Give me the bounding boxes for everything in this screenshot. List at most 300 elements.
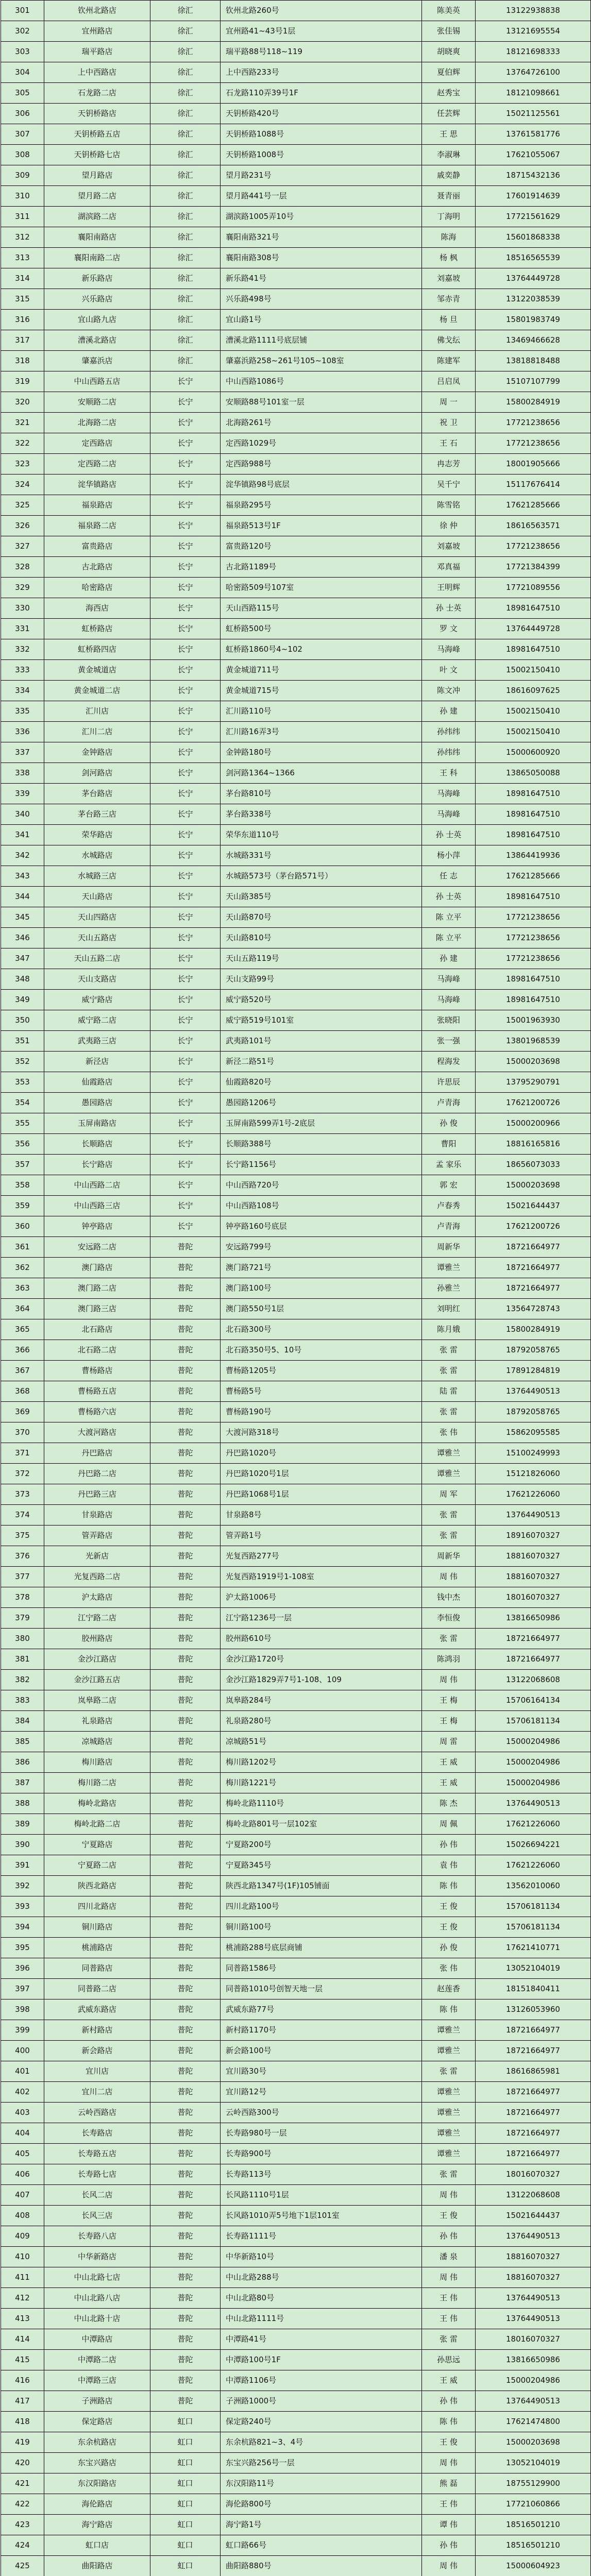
district-cell: 长宁: [150, 578, 221, 598]
district-cell: 普陀: [150, 1752, 221, 1773]
table-row: [1, 1608, 591, 1629]
store-number-cell: 319: [1, 371, 44, 392]
phone-cell: 13801968539: [476, 1031, 591, 1052]
store-number-cell: 399: [1, 2020, 44, 2041]
phone-cell: 17621055067: [476, 145, 591, 165]
address-cell: 富贵路120号: [221, 536, 422, 557]
phone-cell: 18981647510: [476, 639, 591, 660]
address-cell: 澳门路550号1层: [221, 1299, 422, 1319]
manager-cell: 刘嘉坡: [422, 536, 476, 557]
district-cell: 长宁: [150, 433, 221, 454]
address-cell: 北石路300号: [221, 1319, 422, 1340]
address-cell: 襄阳南路321号: [221, 227, 422, 248]
table-row: [1, 2041, 591, 2061]
district-cell: 长宁: [150, 825, 221, 845]
table-row: [1, 1711, 591, 1732]
phone-cell: 13764449728: [476, 619, 591, 639]
address-cell: 澳门路721号: [221, 1258, 422, 1278]
manager-cell: 陈鸿羽: [422, 1649, 476, 1670]
manager-cell: 周 佩: [422, 1814, 476, 1835]
address-cell: 新会路100号: [221, 2041, 422, 2061]
phone-cell: 15800284919: [476, 392, 591, 413]
phone-cell: 18981647510: [476, 804, 591, 825]
phone-cell: 18792058765: [476, 1402, 591, 1422]
phone-cell: 18816070327: [476, 1567, 591, 1587]
phone-cell: 15026694221: [476, 1835, 591, 1855]
phone-cell: 17621226060: [476, 1484, 591, 1505]
table-row: [1, 392, 591, 413]
store-name-cell: 澳门路店: [44, 1258, 150, 1278]
store-name-cell: 钟亭路店: [44, 1216, 150, 1237]
table-row: [1, 62, 591, 83]
district-cell: 普陀: [150, 2247, 221, 2267]
address-cell: 茅台路338号: [221, 804, 422, 825]
store-number-cell: 331: [1, 619, 44, 639]
district-cell: 普陀: [150, 1958, 221, 1979]
phone-cell: 18616865981: [476, 2061, 591, 2082]
district-cell: 普陀: [150, 1299, 221, 1319]
store-name-cell: 海宁路店: [44, 2515, 150, 2535]
store-table: [1, 0, 590, 2576]
table-row: [1, 227, 591, 248]
phone-cell: 13816650986: [476, 2350, 591, 2370]
table-row: [1, 2206, 591, 2226]
address-cell: 曹杨路5号: [221, 1381, 422, 1402]
store-name-cell: 天山五路店: [44, 928, 150, 948]
store-number-cell: 332: [1, 639, 44, 660]
table-row: [1, 2061, 591, 2082]
manager-cell: 孙 伟: [422, 2535, 476, 2556]
address-cell: 黄金城道711号: [221, 660, 422, 681]
store-number-cell: 338: [1, 763, 44, 784]
district-cell: 徐汇: [150, 21, 221, 42]
phone-cell: 17621285666: [476, 866, 591, 887]
manager-cell: 张佳锡: [422, 21, 476, 42]
store-number-cell: 421: [1, 2473, 44, 2494]
manager-cell: 王 威: [422, 2370, 476, 2391]
district-cell: 长宁: [150, 701, 221, 722]
address-cell: 石龙路110弄39号1F: [221, 83, 422, 104]
table-row: [1, 1319, 591, 1340]
district-cell: 虹口: [150, 2412, 221, 2432]
table-row: [1, 1567, 591, 1587]
manager-cell: 徐 仲: [422, 516, 476, 536]
phone-cell: 18755129900: [476, 2473, 591, 2494]
address-cell: 中潭路1106号: [221, 2370, 422, 2391]
store-number-cell: 367: [1, 1361, 44, 1381]
table-row: [1, 2329, 591, 2350]
store-number-cell: 411: [1, 2267, 44, 2288]
store-name-cell: 丹巴路三店: [44, 1484, 150, 1505]
table-row: [1, 289, 591, 310]
address-cell: 子洲路1000号: [221, 2391, 422, 2412]
address-cell: 兴乐路498号: [221, 289, 422, 310]
store-number-cell: 356: [1, 1134, 44, 1155]
phone-cell: 17621200726: [476, 1216, 591, 1237]
manager-cell: 孙思远: [422, 2350, 476, 2370]
store-name-cell: 中潭路三店: [44, 2370, 150, 2391]
store-number-cell: 354: [1, 1093, 44, 1113]
manager-cell: 程海发: [422, 1052, 476, 1072]
store-number-cell: 329: [1, 578, 44, 598]
address-cell: 玉屏南路599弄1号-2底层: [221, 1113, 422, 1134]
store-number-cell: 305: [1, 83, 44, 104]
manager-cell: 孙 建: [422, 701, 476, 722]
manager-cell: 邹赤青: [422, 289, 476, 310]
phone-cell: 17721384399: [476, 557, 591, 578]
district-cell: 长宁: [150, 1113, 221, 1134]
district-cell: 普陀: [150, 1711, 221, 1732]
address-cell: 岚皋路284号: [221, 1690, 422, 1711]
table-row: [1, 660, 591, 681]
phone-cell: 13122038539: [476, 289, 591, 310]
manager-cell: 陈雪铭: [422, 495, 476, 516]
district-cell: 普陀: [150, 1835, 221, 1855]
phone-cell: 13052104019: [476, 2453, 591, 2473]
phone-cell: 15000204986: [476, 2370, 591, 2391]
district-cell: 徐汇: [150, 248, 221, 268]
store-name-cell: 安顺路二店: [44, 392, 150, 413]
manager-cell: 王 伟: [422, 2309, 476, 2329]
district-cell: 普陀: [150, 1361, 221, 1381]
store-name-cell: 宁夏路店: [44, 1835, 150, 1855]
store-name-cell: 光新店: [44, 1546, 150, 1567]
address-cell: 中山北路1111号: [221, 2309, 422, 2329]
district-cell: 长宁: [150, 557, 221, 578]
store-number-cell: 317: [1, 330, 44, 351]
store-number-cell: 382: [1, 1670, 44, 1690]
manager-cell: 张一强: [422, 1031, 476, 1052]
table-row: [1, 2247, 591, 2267]
manager-cell: 张 雷: [422, 1505, 476, 1526]
manager-cell: 张 雷: [422, 1402, 476, 1422]
table-row: [1, 1896, 591, 1917]
district-cell: 徐汇: [150, 186, 221, 207]
manager-cell: 马海峰: [422, 969, 476, 990]
district-cell: 徐汇: [150, 330, 221, 351]
store-number-cell: 389: [1, 1814, 44, 1835]
manager-cell: 王 伟: [422, 2494, 476, 2515]
district-cell: 普陀: [150, 2123, 221, 2144]
address-cell: 金钟路180号: [221, 742, 422, 763]
store-name-cell: 梅岭北路店: [44, 1793, 150, 1814]
district-cell: 长宁: [150, 722, 221, 742]
store-number-cell: 418: [1, 2412, 44, 2432]
address-cell: 中潭路100号1F: [221, 2350, 422, 2370]
district-cell: 徐汇: [150, 124, 221, 145]
address-cell: 中山北路288号: [221, 2267, 422, 2288]
table-row: [1, 845, 591, 866]
district-cell: 长宁: [150, 1072, 221, 1093]
manager-cell: 谭雅兰: [422, 2020, 476, 2041]
manager-cell: 谭雅兰: [422, 2144, 476, 2164]
manager-cell: 孙 士英: [422, 825, 476, 845]
phone-cell: 15100249993: [476, 1443, 591, 1464]
table-row: [1, 1855, 591, 1876]
store-name-cell: 岚皋路二店: [44, 1690, 150, 1711]
phone-cell: 18016070327: [476, 2329, 591, 2350]
table-row: [1, 2103, 591, 2123]
table-row: [1, 2350, 591, 2370]
manager-cell: 王 梅: [422, 1711, 476, 1732]
store-name-cell: 定西路二店: [44, 454, 150, 474]
store-number-cell: 334: [1, 681, 44, 701]
district-cell: 虹口: [150, 2556, 221, 2576]
phone-cell: 18816070327: [476, 2247, 591, 2267]
store-name-cell: 瑞平路店: [44, 42, 150, 62]
store-number-cell: 386: [1, 1752, 44, 1773]
phone-cell: 18001905666: [476, 454, 591, 474]
phone-cell: 13564728743: [476, 1299, 591, 1319]
store-number-cell: 322: [1, 433, 44, 454]
store-name-cell: 曹杨路六店: [44, 1402, 150, 1422]
store-number-cell: 377: [1, 1567, 44, 1587]
manager-cell: 张 伟: [422, 1958, 476, 1979]
address-cell: 澳门路100号: [221, 1278, 422, 1299]
store-number-cell: 398: [1, 1999, 44, 2020]
address-cell: 天山支路99号: [221, 969, 422, 990]
district-cell: 普陀: [150, 2370, 221, 2391]
table-row: [1, 2309, 591, 2329]
store-number-cell: 352: [1, 1052, 44, 1072]
store-name-cell: 中潭路二店: [44, 2350, 150, 2370]
phone-cell: 13121695554: [476, 21, 591, 42]
table-row: [1, 722, 591, 742]
address-cell: 梅岭北路1110号: [221, 1793, 422, 1814]
phone-cell: 18121698333: [476, 42, 591, 62]
store-name-cell: 宜川二店: [44, 2082, 150, 2103]
district-cell: 普陀: [150, 2350, 221, 2370]
table-row: [1, 1670, 591, 1690]
phone-cell: 13764490513: [476, 1505, 591, 1526]
store-number-cell: 344: [1, 887, 44, 907]
store-number-cell: 420: [1, 2453, 44, 2473]
manager-cell: 郭 宏: [422, 1175, 476, 1196]
manager-cell: 陈海: [422, 227, 476, 248]
district-cell: 虹口: [150, 2515, 221, 2535]
table-row: [1, 990, 591, 1010]
manager-cell: 周 伟: [422, 2267, 476, 2288]
district-cell: 普陀: [150, 2144, 221, 2164]
manager-cell: 王 俊: [422, 1896, 476, 1917]
store-name-cell: 云岭西路店: [44, 2103, 150, 2123]
store-name-cell: 海伦路店: [44, 2494, 150, 2515]
store-number-cell: 325: [1, 495, 44, 516]
phone-cell: 17621474800: [476, 2412, 591, 2432]
store-name-cell: 襄阳南路二店: [44, 248, 150, 268]
manager-cell: 卢青海: [422, 1216, 476, 1237]
store-list-table: [1, 0, 591, 2576]
district-cell: 徐汇: [150, 207, 221, 227]
store-name-cell: 大渡河路店: [44, 1422, 150, 1443]
table-row: [1, 2473, 591, 2494]
address-cell: 淀华镇路98号底层: [221, 474, 422, 495]
table-row: [1, 2144, 591, 2164]
district-cell: 长宁: [150, 1031, 221, 1052]
store-number-cell: 309: [1, 165, 44, 186]
address-cell: 长寿路113号: [221, 2164, 422, 2185]
phone-cell: 18721664977: [476, 2041, 591, 2061]
district-cell: 普陀: [150, 2061, 221, 2082]
district-cell: 虹口: [150, 2473, 221, 2494]
manager-cell: 周 伟: [422, 2185, 476, 2206]
address-cell: 虹口路66号: [221, 2535, 422, 2556]
manager-cell: 张 雷: [422, 1361, 476, 1381]
district-cell: 普陀: [150, 1629, 221, 1649]
district-cell: 徐汇: [150, 227, 221, 248]
store-name-cell: 新村路店: [44, 2020, 150, 2041]
store-number-cell: 342: [1, 845, 44, 866]
table-row: [1, 2226, 591, 2247]
store-number-cell: 394: [1, 1917, 44, 1938]
store-number-cell: 358: [1, 1175, 44, 1196]
district-cell: 长宁: [150, 969, 221, 990]
address-cell: 中山西路1086号: [221, 371, 422, 392]
phone-cell: 18016070327: [476, 2164, 591, 2185]
table-row: [1, 907, 591, 928]
store-name-cell: 定西路店: [44, 433, 150, 454]
store-number-cell: 424: [1, 2535, 44, 2556]
store-name-cell: 管弄路店: [44, 1526, 150, 1546]
store-number-cell: 355: [1, 1113, 44, 1134]
phone-cell: 18916070327: [476, 1526, 591, 1546]
manager-cell: 卢春秀: [422, 1196, 476, 1216]
phone-cell: 15001963930: [476, 1010, 591, 1031]
store-name-cell: 茅台路三店: [44, 804, 150, 825]
store-name-cell: 江宁路二店: [44, 1608, 150, 1629]
district-cell: 虹口: [150, 2535, 221, 2556]
store-name-cell: 长风三店: [44, 2206, 150, 2226]
phone-cell: 13816650986: [476, 1608, 591, 1629]
store-name-cell: 湖滨路二店: [44, 207, 150, 227]
table-row: [1, 21, 591, 42]
table-row: [1, 1732, 591, 1752]
phone-cell: 15706164134: [476, 1690, 591, 1711]
store-name-cell: 胶州路店: [44, 1629, 150, 1649]
store-name-cell: 梅岭北路二店: [44, 1814, 150, 1835]
store-name-cell: 玉屏南路店: [44, 1113, 150, 1134]
phone-cell: 18721664977: [476, 1649, 591, 1670]
table-row: [1, 1010, 591, 1031]
manager-cell: 杨 旦: [422, 310, 476, 330]
manager-cell: 吴千宁: [422, 474, 476, 495]
phone-cell: 15121826060: [476, 1464, 591, 1484]
manager-cell: 刘嘉坡: [422, 268, 476, 289]
address-cell: 光复西路277号: [221, 1546, 422, 1567]
address-cell: 天山路870号: [221, 907, 422, 928]
store-name-cell: 同普路二店: [44, 1979, 150, 1999]
manager-cell: 陈 立平: [422, 928, 476, 948]
store-name-cell: 东汉阳路店: [44, 2473, 150, 2494]
store-number-cell: 366: [1, 1340, 44, 1361]
manager-cell: 王 思: [422, 124, 476, 145]
table-row: [1, 928, 591, 948]
address-cell: 长顺路388号: [221, 1134, 422, 1155]
store-number-cell: 333: [1, 660, 44, 681]
store-name-cell: 梅川路店: [44, 1752, 150, 1773]
table-row: [1, 1175, 591, 1196]
phone-cell: 15000204986: [476, 1752, 591, 1773]
manager-cell: 周 伟: [422, 2453, 476, 2473]
phone-cell: 18981647510: [476, 598, 591, 619]
table-row: [1, 2267, 591, 2288]
store-number-cell: 330: [1, 598, 44, 619]
store-name-cell: 仙霞路店: [44, 1072, 150, 1093]
store-name-cell: 金沙江路五店: [44, 1670, 150, 1690]
address-cell: 威宁路519号101室: [221, 1010, 422, 1031]
manager-cell: 王 伟: [422, 2288, 476, 2309]
phone-cell: 17721238656: [476, 907, 591, 928]
store-number-cell: 324: [1, 474, 44, 495]
address-cell: 凉城路51号: [221, 1732, 422, 1752]
store-name-cell: 天山支路店: [44, 969, 150, 990]
store-number-cell: 407: [1, 2185, 44, 2206]
district-cell: 长宁: [150, 866, 221, 887]
table-row: [1, 186, 591, 207]
manager-cell: 陈建军: [422, 351, 476, 371]
store-name-cell: 东宝兴路店: [44, 2453, 150, 2473]
store-number-cell: 346: [1, 928, 44, 948]
address-cell: 汇川路110号: [221, 701, 422, 722]
address-cell: 丹巴路1068号1层: [221, 1484, 422, 1505]
store-number-cell: 349: [1, 990, 44, 1010]
address-cell: 天山路810号: [221, 928, 422, 948]
manager-cell: 张 雷: [422, 1629, 476, 1649]
store-number-cell: 401: [1, 2061, 44, 2082]
store-number-cell: 400: [1, 2041, 44, 2061]
table-row: [1, 1340, 591, 1361]
address-cell: 愚园路1206号: [221, 1093, 422, 1113]
district-cell: 长宁: [150, 990, 221, 1010]
address-cell: 曲阳路880号: [221, 2556, 422, 2576]
address-cell: 剑河路1364~1366: [221, 763, 422, 784]
store-number-cell: 402: [1, 2082, 44, 2103]
phone-cell: 18981647510: [476, 825, 591, 845]
table-row: [1, 1422, 591, 1443]
table-row: [1, 2515, 591, 2535]
district-cell: 徐汇: [150, 42, 221, 62]
district-cell: 普陀: [150, 1814, 221, 1835]
store-number-cell: 383: [1, 1690, 44, 1711]
store-name-cell: 长寿路店: [44, 2123, 150, 2144]
manager-cell: 张晓阳: [422, 1010, 476, 1031]
phone-cell: 13764490513: [476, 2288, 591, 2309]
store-name-cell: 东余杭路店: [44, 2432, 150, 2453]
store-name-cell: 北石路店: [44, 1319, 150, 1340]
table-row: [1, 763, 591, 784]
manager-cell: 陈 杰: [422, 1793, 476, 1814]
address-cell: 福泉路295号: [221, 495, 422, 516]
address-cell: 安顺路88号101室一层: [221, 392, 422, 413]
manager-cell: 谭雅兰: [422, 2103, 476, 2123]
table-row: [1, 639, 591, 660]
table-row: [1, 2164, 591, 2185]
phone-cell: 18715432136: [476, 165, 591, 186]
table-row: [1, 1876, 591, 1896]
store-number-cell: 341: [1, 825, 44, 845]
table-row: [1, 1361, 591, 1381]
manager-cell: 孙 俊: [422, 1938, 476, 1958]
table-row: [1, 2412, 591, 2432]
table-row: [1, 1464, 591, 1484]
store-number-cell: 365: [1, 1319, 44, 1340]
address-cell: 荣华东道110号: [221, 825, 422, 845]
address-cell: 沪太路1006号: [221, 1587, 422, 1608]
manager-cell: 杨小萍: [422, 845, 476, 866]
table-row: [1, 701, 591, 722]
store-name-cell: 天山四路店: [44, 907, 150, 928]
store-name-cell: 淀华镇路店: [44, 474, 150, 495]
